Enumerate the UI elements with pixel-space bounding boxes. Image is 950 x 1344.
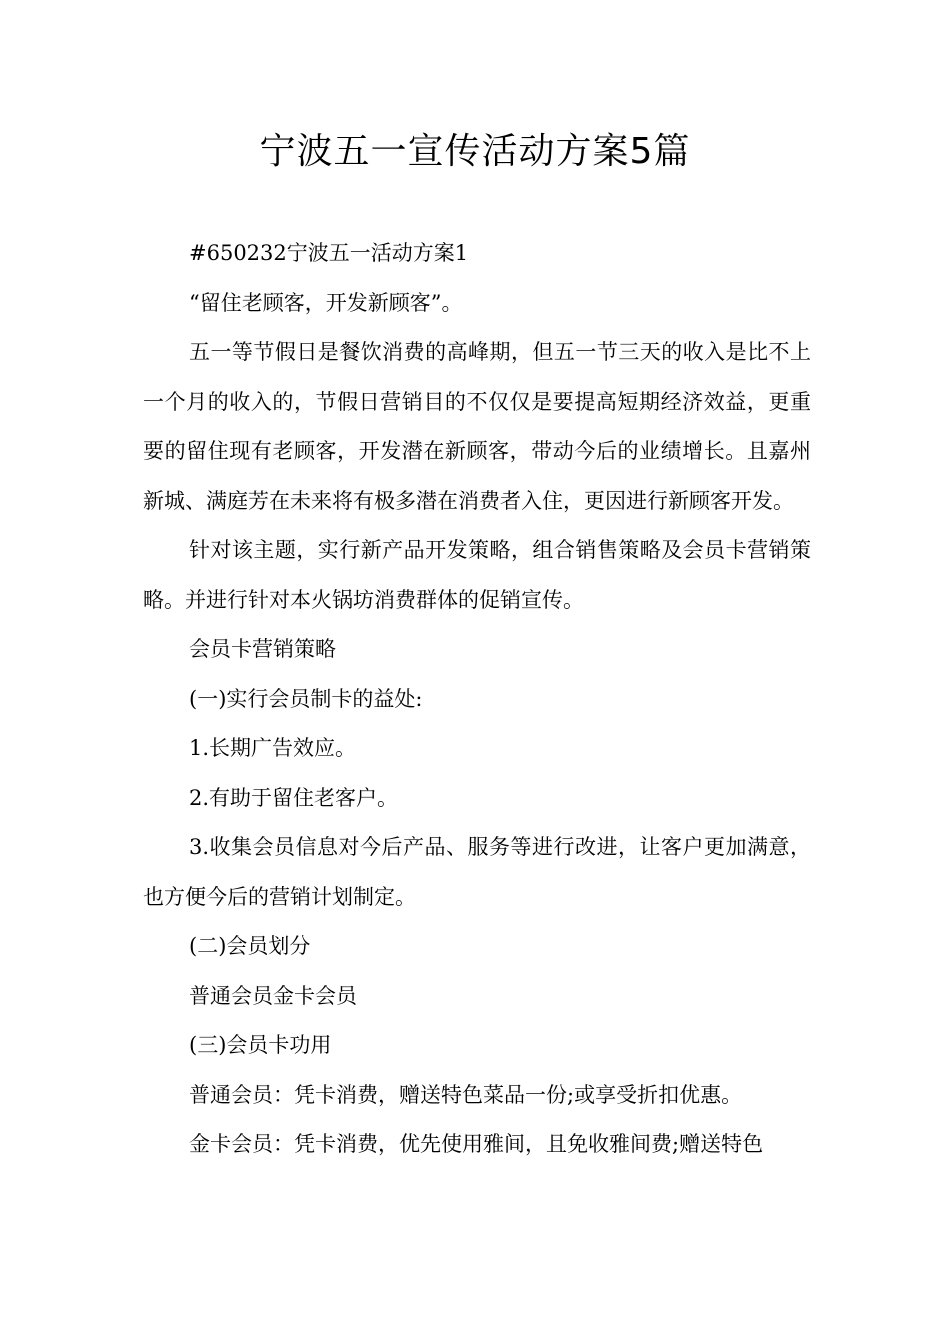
member-tiers-text: 普通会员金卡会员 (189, 983, 357, 1008)
regular-member-paragraph: 普通会员：凭卡消费，赠送特色菜品一份;或享受折扣优惠。 (189, 1082, 743, 1107)
slogan-paragraph: “留住老顾客，开发新顾客”。 (189, 290, 463, 315)
intro-paragraph: 五一等节假日是餐饮消费的高峰期，但五一节三天的收入是比不上一个月的收入的，节假日营销目的不仅仅是要提高短期经济效益，更重要的留住现有老顾客，开发潜在新顾客，带动今后的业绩增长。且嘉州新城、满庭芳在未来将有极多潜在消费者入住，更因进行新顾客开发。 (143, 340, 811, 513)
document-title: 宁波五一宣传活动方案5篇 (259, 131, 691, 172)
list-item: 3.收集会员信息对今后产品、服务等进行改进，让客户更加满意，也方便今后的营销计划制定。 (143, 835, 811, 909)
list-item: 1.长期广告效应。 (189, 736, 357, 760)
subheading-member-tiers: (二)会员划分 (189, 934, 311, 958)
subheading-benefits: (一)实行会员制卡的益处: (189, 686, 423, 711)
list-item: 2.有助于留住老客户。 (189, 785, 399, 810)
strategy-paragraph: 针对该主题，实行新产品开发策略，组合销售策略及会员卡营销策略。并进行针对本火锅坊消费群体的促销宣传。 (143, 538, 811, 612)
gold-member-paragraph: 金卡会员：凭卡消费，优先使用雅间，且免收雅间费;赠送特色 (189, 1132, 764, 1156)
document-body (143, 229, 811, 1170)
subheading-membership: 会员卡营销策略 (189, 637, 336, 661)
subheading-card-functions: (三)会员卡功用 (189, 1033, 332, 1057)
section-heading: #650232宁波五一活动方案1 (189, 241, 469, 265)
